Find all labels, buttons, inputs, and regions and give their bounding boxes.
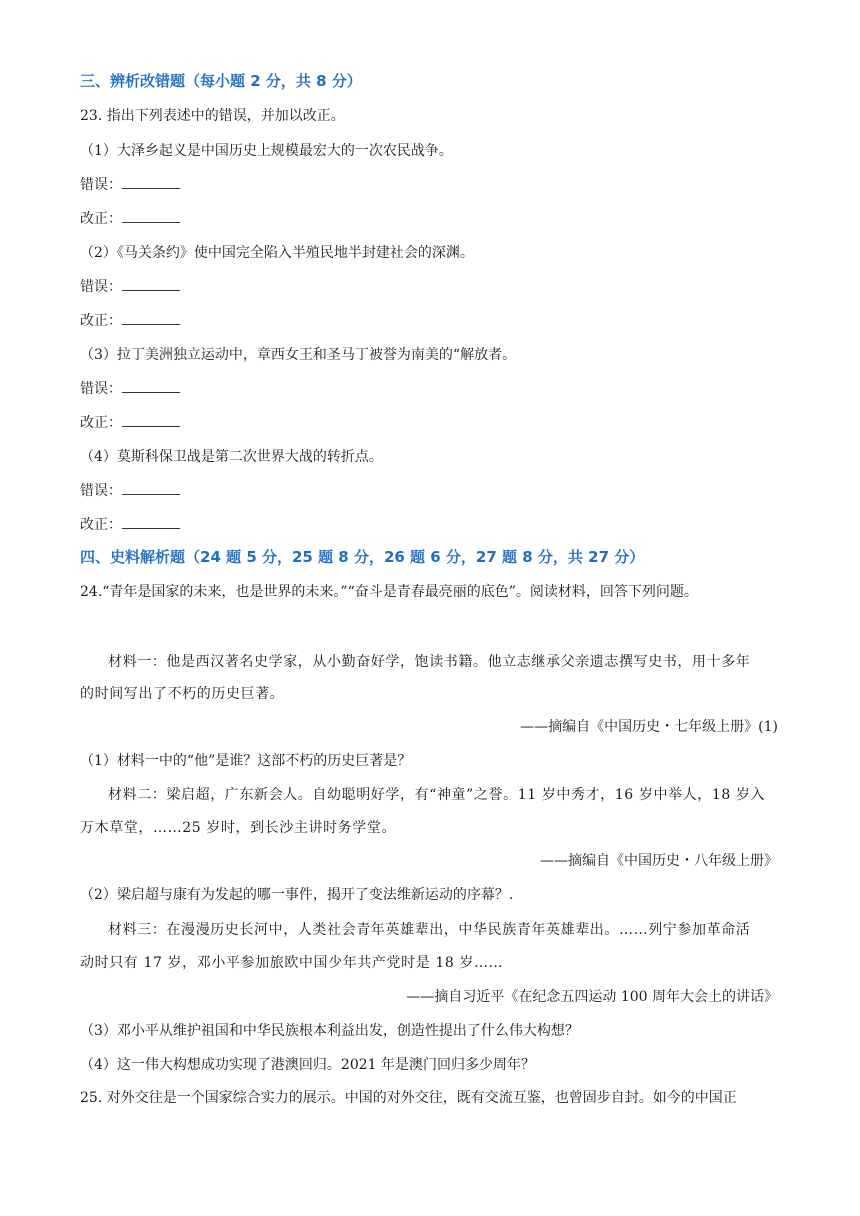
fix-row xyxy=(80,515,180,535)
answer-blank xyxy=(122,516,180,529)
answer-blank xyxy=(122,414,180,427)
answer-blank xyxy=(122,380,180,393)
error-row xyxy=(80,175,180,195)
fix-row xyxy=(80,413,180,433)
error-row xyxy=(80,277,180,297)
fix-label: 改正： xyxy=(80,517,122,533)
error-label: 错误： xyxy=(80,381,122,397)
q23-item-4: （4）莫斯科保卫战是第二次世界大战的转折点。 xyxy=(80,449,383,465)
answer-blank xyxy=(122,482,180,495)
error-label: 错误： xyxy=(80,279,122,295)
material3-line1: 材料三：在漫漫历史长河中，人类社会青年英雄辈出，中华民族青年英雄辈出。……列宁参加革命活 xyxy=(108,922,751,938)
material2-line2: 万木草堂，……25 岁时，到长沙主讲时务学堂。 xyxy=(80,820,397,836)
answer-blank xyxy=(122,176,180,189)
q24-sub2: （2）梁启超与康有为发起的哪一事件，揭开了变法维新运动的序幕？. xyxy=(80,887,514,903)
section4-heading: 四、史料解析题（24 题 5 分，25 题 8 分，26 题 6 分，27 题 8 分，共 27 分） xyxy=(80,548,645,566)
q24-stem: 24.“青年是国家的未来，也是世界的未来。”“奋斗是青春最亮丽的底色”。阅读材料，回答下列问题。 xyxy=(80,584,698,600)
q25-stem: 25. 对外交往是一个国家综合实力的展示。中国的对外交往，既有交流互鉴，也曾固步自封。如今的中国正 xyxy=(80,1090,737,1106)
material1-line1: 材料一：他是西汉著名史学家，从小勤奋好学，饱读书籍。他立志继承父亲遗志撰写史书，用十多年 xyxy=(108,654,751,670)
fix-row xyxy=(80,311,180,331)
q24-sub4: （4）这一伟大构想成功实现了港澳回归。2021 年是澳门回归多少周年？ xyxy=(80,1057,535,1073)
error-label: 错误： xyxy=(80,177,122,193)
fix-label: 改正： xyxy=(80,313,122,329)
material1-source: ——摘编自《中国历史・七年级上册》(1) xyxy=(520,719,778,735)
error-label: 错误： xyxy=(80,483,122,499)
fix-row xyxy=(80,209,180,229)
answer-blank xyxy=(122,312,180,325)
material3-source: ——摘自习近平《在纪念五四运动 100 周年大会上的讲话》 xyxy=(406,989,778,1005)
q24-sub3: （3）邓小平从维护祖国和中华民族根本利益出发，创造性提出了什么伟大构想？ xyxy=(80,1023,579,1039)
error-row xyxy=(80,379,180,399)
answer-blank xyxy=(122,278,180,291)
material2-source: ——摘编自《中国历史・八年级上册》 xyxy=(540,853,778,869)
material3-line2: 动时只有 17 岁，邓小平参加旅欧中国少年共产党时是 18 岁…… xyxy=(80,955,504,971)
q23-item-1: （1）大泽乡起义是中国历史上规模最宏大的一次农民战争。 xyxy=(80,143,453,159)
q23-item-2: （2）《马关条约》使中国完全陷入半殖民地半封建社会的深渊。 xyxy=(80,245,474,261)
q23-item-3: （3）拉丁美洲独立运动中，章西女王和圣马丁被誉为南美的“解放者。 xyxy=(80,347,517,363)
answer-blank xyxy=(122,210,180,223)
material2-line1: 材料二：梁启超，广东新会人。自幼聪明好学，有“神童”之誉。11 岁中秀才，16 岁中举人，18 岁入 xyxy=(108,787,766,803)
material1-line2: 的时间写出了不朽的历史巨著。 xyxy=(80,686,285,702)
q24-sub1: （1）材料一中的“他”是谁？这部不朽的历史巨著是？ xyxy=(80,753,412,769)
section3-heading: 三、辨析改错题（每小题 2 分，共 8 分） xyxy=(80,72,362,90)
q23-stem: 23. 指出下列表述中的错误，并加以改正。 xyxy=(80,108,345,124)
fix-label: 改正： xyxy=(80,415,122,431)
error-row xyxy=(80,481,180,501)
fix-label: 改正： xyxy=(80,211,122,227)
